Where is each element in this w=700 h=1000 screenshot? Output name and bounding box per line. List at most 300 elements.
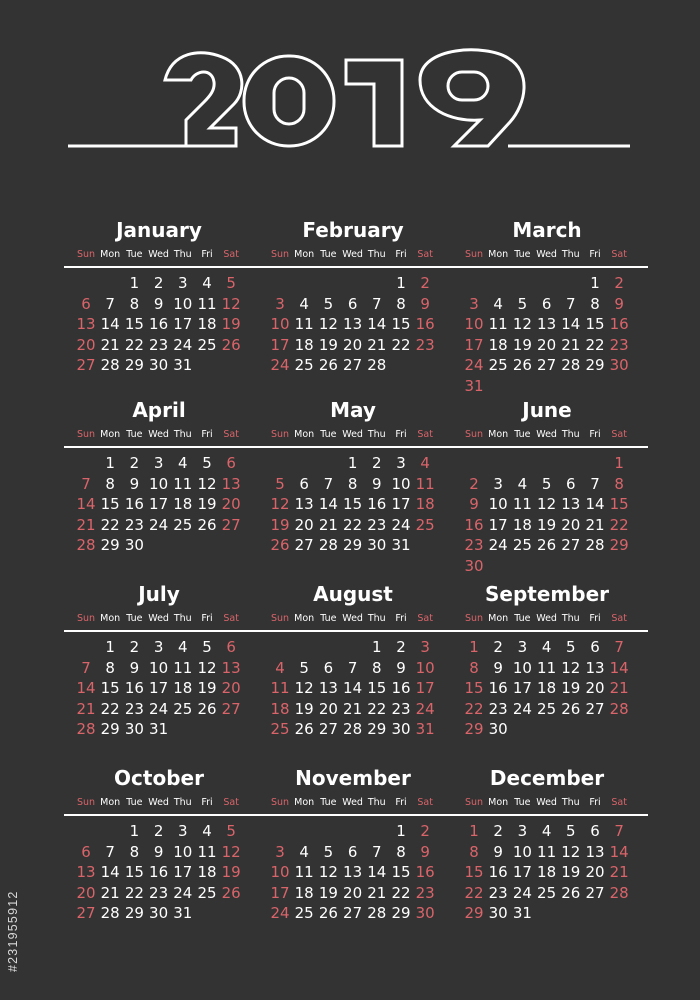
weekday-label: Mon bbox=[488, 429, 509, 440]
day-cell: 9 bbox=[153, 842, 164, 861]
weekday-label: Fri bbox=[395, 249, 407, 260]
weekday-label: Sat bbox=[611, 613, 627, 624]
day-cell: 1 bbox=[129, 822, 140, 840]
day-cell: 14 bbox=[367, 863, 387, 881]
weekday-label: Tue bbox=[514, 797, 531, 808]
day-cell: 19 bbox=[270, 515, 290, 534]
day-cell: 8 bbox=[614, 474, 624, 493]
weekday-label: Sat bbox=[223, 613, 239, 624]
day-cell: 9 bbox=[493, 842, 503, 861]
day-cell: 16 bbox=[415, 315, 435, 333]
day-cell: 31 bbox=[415, 720, 435, 738]
day-cell: 28 bbox=[318, 536, 338, 554]
day-cell: 22 bbox=[367, 699, 387, 718]
day-cell: 13 bbox=[221, 658, 241, 677]
day-cell: 27 bbox=[221, 515, 241, 534]
weekday-label: Thu bbox=[367, 249, 386, 260]
weekday-label: Mon bbox=[488, 249, 509, 260]
day-cell: 11 bbox=[415, 474, 435, 493]
day-cell: 7 bbox=[347, 658, 358, 677]
day-cell: 18 bbox=[537, 679, 557, 697]
day-cell: 19 bbox=[318, 883, 338, 902]
day-cell: 2 bbox=[129, 454, 140, 472]
day-cell: 28 bbox=[76, 720, 96, 738]
day-cell: 30 bbox=[149, 356, 169, 374]
day-cell: 30 bbox=[488, 720, 508, 738]
weekday-label: Fri bbox=[589, 613, 601, 624]
year-title-outline-lines bbox=[68, 50, 630, 146]
day-cell: 24 bbox=[488, 536, 508, 554]
day-cell: 17 bbox=[173, 863, 193, 881]
day-cell: 28 bbox=[367, 356, 387, 374]
day-cell: 4 bbox=[202, 274, 212, 292]
day-cell: 7 bbox=[590, 474, 600, 493]
day-cell: 21 bbox=[367, 883, 387, 902]
day-cell: 1 bbox=[590, 274, 600, 292]
weekday-label: Tue bbox=[514, 429, 531, 440]
day-cell: 25 bbox=[197, 335, 217, 354]
day-cell: 13 bbox=[343, 315, 363, 333]
day-cell: 19 bbox=[221, 863, 241, 881]
day-cell: 27 bbox=[221, 699, 241, 718]
weekday-label: Sat bbox=[611, 797, 627, 808]
day-cell: 4 bbox=[178, 454, 188, 472]
month-header-rule bbox=[258, 630, 454, 632]
day-cell: 11 bbox=[197, 842, 217, 861]
day-cell: 28 bbox=[100, 904, 120, 922]
day-cell: 11 bbox=[294, 315, 314, 333]
day-cell: 13 bbox=[561, 495, 581, 513]
day-cell: 27 bbox=[585, 883, 605, 902]
weekday-label: Wed bbox=[536, 613, 557, 624]
day-cell: 17 bbox=[270, 335, 290, 354]
day-cell: 26 bbox=[318, 904, 338, 922]
day-cell: 22 bbox=[464, 883, 484, 902]
day-cell: 27 bbox=[343, 904, 363, 922]
day-cell: 13 bbox=[76, 315, 96, 333]
day-cell: 15 bbox=[391, 315, 411, 333]
weekday-label: Fri bbox=[201, 429, 213, 440]
day-cell: 10 bbox=[391, 474, 411, 493]
day-cell: 28 bbox=[76, 536, 96, 554]
day-cell: 8 bbox=[469, 842, 479, 861]
day-cell: 12 bbox=[197, 474, 217, 493]
day-cell: 2 bbox=[153, 822, 164, 840]
day-cell: 8 bbox=[129, 294, 140, 313]
day-cell: 7 bbox=[105, 294, 115, 313]
day-cell: 30 bbox=[609, 356, 629, 374]
day-cell: 3 bbox=[469, 294, 479, 313]
day-cell: 22 bbox=[100, 699, 120, 718]
month-name-june: June bbox=[522, 398, 572, 422]
day-cell: 29 bbox=[367, 720, 387, 738]
day-cell: 6 bbox=[81, 842, 91, 861]
day-cell: 1 bbox=[469, 822, 479, 840]
month-name-february: February bbox=[302, 218, 404, 242]
weekday-label: Tue bbox=[126, 429, 143, 440]
weekday-label: Wed bbox=[536, 429, 557, 440]
day-cell: 14 bbox=[609, 658, 629, 677]
day-cell: 29 bbox=[124, 904, 144, 922]
day-cell: 25 bbox=[537, 883, 557, 902]
month-name-september: September bbox=[485, 582, 609, 606]
month-header-rule bbox=[64, 814, 260, 816]
month-name-august: August bbox=[313, 582, 393, 606]
weekday-label: Mon bbox=[100, 797, 121, 808]
digit-0-hole bbox=[274, 78, 304, 124]
day-cell: 29 bbox=[100, 720, 120, 738]
day-cell: 11 bbox=[173, 474, 193, 493]
day-cell: 16 bbox=[149, 863, 169, 881]
day-cell: 8 bbox=[372, 658, 382, 677]
day-cell: 23 bbox=[488, 883, 508, 902]
day-cell: 12 bbox=[537, 495, 557, 513]
weekday-label: Sat bbox=[417, 429, 433, 440]
day-cell: 5 bbox=[323, 842, 334, 861]
day-cell: 13 bbox=[221, 474, 241, 493]
day-cell: 15 bbox=[585, 315, 605, 333]
day-cell: 6 bbox=[347, 294, 358, 313]
day-cell: 9 bbox=[469, 495, 479, 513]
weekday-label: Wed bbox=[148, 797, 169, 808]
day-cell: 9 bbox=[420, 842, 430, 861]
day-cell: 29 bbox=[124, 356, 144, 374]
day-cell: 9 bbox=[396, 658, 406, 677]
day-cell: 4 bbox=[275, 658, 285, 677]
digit-2-outline bbox=[68, 53, 242, 146]
day-cell: 8 bbox=[469, 658, 479, 677]
day-cell: 5 bbox=[202, 454, 212, 472]
day-cell: 24 bbox=[270, 356, 290, 374]
day-cell: 27 bbox=[561, 536, 581, 554]
day-cell: 16 bbox=[124, 679, 144, 697]
day-cell: 16 bbox=[149, 315, 169, 333]
day-cell: 25 bbox=[512, 536, 532, 554]
day-cell: 28 bbox=[609, 883, 629, 902]
day-cell: 5 bbox=[299, 658, 309, 677]
weekday-label: Sun bbox=[464, 613, 484, 624]
day-cell: 3 bbox=[420, 638, 430, 656]
day-cell: 23 bbox=[124, 699, 144, 718]
day-cell: 5 bbox=[541, 474, 552, 493]
weekday-label: Mon bbox=[100, 249, 121, 260]
day-cell: 18 bbox=[537, 863, 557, 881]
day-cell: 18 bbox=[488, 335, 508, 354]
day-cell: 23 bbox=[149, 883, 169, 902]
day-cell: 24 bbox=[149, 515, 169, 534]
day-cell: 7 bbox=[105, 842, 115, 861]
day-cell: 6 bbox=[299, 474, 309, 493]
day-cell: 15 bbox=[391, 863, 411, 881]
day-cell: 30 bbox=[415, 904, 435, 922]
day-cell: 11 bbox=[173, 658, 193, 677]
day-cell: 12 bbox=[561, 842, 581, 861]
day-cell: 27 bbox=[76, 356, 96, 374]
weekday-label: Sat bbox=[611, 429, 627, 440]
day-cell: 20 bbox=[585, 679, 605, 697]
day-cell: 21 bbox=[367, 335, 387, 354]
day-cell: 28 bbox=[343, 720, 363, 738]
weekday-label: Sun bbox=[270, 429, 290, 440]
day-cell: 2 bbox=[420, 274, 430, 292]
weekday-label: Tue bbox=[320, 613, 337, 624]
day-cell: 6 bbox=[590, 638, 600, 656]
day-cell: 15 bbox=[124, 315, 144, 333]
weekday-label: Thu bbox=[173, 797, 192, 808]
day-cell: 5 bbox=[566, 638, 576, 656]
day-cell: 31 bbox=[173, 904, 193, 922]
weekday-label: Wed bbox=[342, 249, 363, 260]
day-cell: 6 bbox=[226, 638, 236, 656]
day-cell: 1 bbox=[105, 638, 115, 656]
day-cell: 27 bbox=[294, 536, 314, 554]
day-cell: 14 bbox=[100, 315, 120, 333]
day-cell: 19 bbox=[512, 335, 532, 354]
day-cell: 23 bbox=[124, 515, 144, 534]
weekday-label: Thu bbox=[173, 429, 192, 440]
day-cell: 1 bbox=[129, 274, 140, 292]
day-cell: 16 bbox=[367, 495, 387, 513]
weekday-label: Sun bbox=[76, 797, 96, 808]
month-header-rule bbox=[452, 814, 648, 816]
day-cell: 19 bbox=[561, 863, 581, 881]
year-title-outline bbox=[0, 0, 700, 170]
day-cell: 12 bbox=[512, 315, 532, 333]
digit-9-outline bbox=[420, 50, 524, 146]
day-cell: 19 bbox=[197, 679, 217, 697]
day-cell: 28 bbox=[367, 904, 387, 922]
month-header-rule bbox=[452, 446, 648, 448]
weekday-label: Tue bbox=[320, 797, 337, 808]
month-header-rule bbox=[64, 266, 260, 268]
day-cell: 12 bbox=[221, 842, 241, 861]
month-name-march: March bbox=[512, 218, 582, 242]
day-cell: 23 bbox=[415, 883, 435, 902]
day-cell: 3 bbox=[517, 638, 528, 656]
weekday-label: Mon bbox=[294, 797, 315, 808]
day-cell: 2 bbox=[396, 638, 406, 656]
day-cell: 2 bbox=[614, 274, 624, 292]
day-cell: 24 bbox=[270, 904, 290, 922]
side-image-id: #231955912 bbox=[6, 890, 20, 972]
day-cell: 25 bbox=[294, 356, 314, 374]
day-cell: 25 bbox=[415, 515, 435, 534]
day-cell: 13 bbox=[294, 495, 314, 513]
day-cell: 14 bbox=[318, 495, 338, 513]
weekday-label: Sun bbox=[464, 249, 484, 260]
day-cell: 25 bbox=[197, 883, 217, 902]
month-header-rule bbox=[452, 266, 648, 268]
weekday-label: Sat bbox=[611, 249, 627, 260]
month-name-december: December bbox=[489, 766, 605, 790]
day-cell: 24 bbox=[512, 883, 532, 902]
day-cell: 3 bbox=[178, 822, 188, 840]
day-cell: 21 bbox=[100, 883, 120, 902]
day-cell: 2 bbox=[493, 822, 503, 840]
day-cell: 10 bbox=[149, 474, 169, 493]
weekday-label: Fri bbox=[589, 797, 601, 808]
day-cell: 28 bbox=[609, 699, 629, 718]
weekday-label: Wed bbox=[342, 429, 363, 440]
day-cell: 27 bbox=[585, 699, 605, 718]
day-cell: 18 bbox=[197, 863, 217, 881]
day-cell: 10 bbox=[512, 658, 532, 677]
day-cell: 30 bbox=[464, 556, 484, 575]
day-cell: 10 bbox=[270, 315, 290, 333]
day-cell: 29 bbox=[464, 904, 484, 922]
day-cell: 14 bbox=[76, 495, 96, 513]
digit-9-hole bbox=[448, 72, 488, 100]
day-cell: 26 bbox=[197, 515, 217, 534]
weekday-label: Thu bbox=[561, 429, 580, 440]
weekday-label: Sat bbox=[417, 797, 433, 808]
day-cell: 6 bbox=[541, 294, 552, 313]
day-cell: 10 bbox=[149, 658, 169, 677]
weekday-label: Tue bbox=[320, 249, 337, 260]
day-cell: 9 bbox=[420, 294, 430, 313]
weekday-label: Wed bbox=[148, 429, 169, 440]
day-cell: 10 bbox=[270, 863, 290, 881]
day-cell: 5 bbox=[566, 822, 576, 840]
day-cell: 16 bbox=[464, 515, 484, 534]
day-cell: 16 bbox=[391, 679, 411, 697]
day-cell: 1 bbox=[614, 454, 624, 472]
day-cell: 25 bbox=[294, 904, 314, 922]
day-cell: 11 bbox=[512, 495, 532, 513]
day-cell: 23 bbox=[464, 536, 484, 554]
weekday-label: Sat bbox=[223, 429, 239, 440]
day-cell: 4 bbox=[202, 822, 212, 840]
weekday-label: Sun bbox=[270, 613, 290, 624]
day-cell: 2 bbox=[420, 822, 430, 840]
day-cell: 2 bbox=[372, 454, 382, 472]
month-name-july: July bbox=[138, 582, 180, 606]
day-cell: 30 bbox=[124, 720, 144, 738]
day-cell: 28 bbox=[561, 356, 581, 374]
weekday-label: Sun bbox=[76, 249, 96, 260]
month-name-april: April bbox=[132, 398, 186, 422]
day-cell: 22 bbox=[585, 335, 605, 354]
day-cell: 16 bbox=[415, 863, 435, 881]
weekday-label: Wed bbox=[536, 249, 557, 260]
day-cell: 2 bbox=[493, 638, 503, 656]
day-cell: 14 bbox=[367, 315, 387, 333]
day-cell: 24 bbox=[149, 699, 169, 718]
day-cell: 3 bbox=[396, 454, 406, 472]
day-cell: 23 bbox=[488, 699, 508, 718]
day-cell: 7 bbox=[614, 822, 624, 840]
day-cell: 21 bbox=[100, 335, 120, 354]
day-cell: 17 bbox=[415, 679, 435, 697]
weekday-label: Sun bbox=[270, 797, 290, 808]
day-cell: 6 bbox=[347, 842, 358, 861]
day-cell: 4 bbox=[541, 822, 552, 840]
weekday-label: Mon bbox=[294, 613, 315, 624]
weekday-label: Tue bbox=[320, 429, 337, 440]
month-name-may: May bbox=[330, 398, 376, 422]
day-cell: 7 bbox=[372, 294, 382, 313]
day-cell: 14 bbox=[76, 679, 96, 697]
day-cell: 22 bbox=[464, 699, 484, 718]
day-cell: 16 bbox=[609, 315, 629, 333]
day-cell: 8 bbox=[347, 474, 358, 493]
day-cell: 9 bbox=[129, 474, 140, 493]
day-cell: 28 bbox=[100, 356, 120, 374]
day-cell: 29 bbox=[609, 536, 629, 554]
day-cell: 17 bbox=[464, 335, 484, 354]
day-cell: 21 bbox=[609, 863, 629, 881]
day-cell: 21 bbox=[561, 335, 581, 354]
day-cell: 11 bbox=[537, 658, 557, 677]
day-cell: 26 bbox=[197, 699, 217, 718]
day-cell: 31 bbox=[149, 720, 169, 738]
month-header-rule bbox=[258, 814, 454, 816]
digit-0-outline bbox=[244, 56, 334, 146]
day-cell: 21 bbox=[76, 699, 96, 718]
day-cell: 22 bbox=[100, 515, 120, 534]
day-cell: 17 bbox=[488, 515, 508, 534]
day-cell: 3 bbox=[275, 842, 285, 861]
day-cell: 10 bbox=[415, 658, 435, 677]
day-cell: 8 bbox=[105, 658, 115, 677]
weekday-label: Tue bbox=[126, 797, 143, 808]
day-cell: 10 bbox=[512, 842, 532, 861]
day-cell: 14 bbox=[100, 863, 120, 881]
day-cell: 25 bbox=[173, 515, 193, 534]
day-cell: 17 bbox=[149, 679, 169, 697]
day-cell: 4 bbox=[420, 454, 430, 472]
weekday-label: Fri bbox=[395, 429, 407, 440]
day-cell: 17 bbox=[270, 883, 290, 902]
weekday-label: Fri bbox=[395, 797, 407, 808]
day-cell: 13 bbox=[343, 863, 363, 881]
weekday-label: Mon bbox=[100, 613, 121, 624]
day-cell: 22 bbox=[609, 515, 629, 534]
day-cell: 26 bbox=[221, 883, 241, 902]
day-cell: 12 bbox=[561, 658, 581, 677]
day-cell: 8 bbox=[396, 294, 406, 313]
day-cell: 7 bbox=[614, 638, 624, 656]
day-cell: 15 bbox=[100, 495, 120, 513]
day-cell: 13 bbox=[76, 863, 96, 881]
weekday-label: Wed bbox=[148, 613, 169, 624]
weekday-label: Thu bbox=[561, 797, 580, 808]
weekday-label: Tue bbox=[126, 613, 143, 624]
day-cell: 20 bbox=[221, 679, 241, 697]
day-cell: 19 bbox=[318, 335, 338, 354]
day-cell: 11 bbox=[197, 294, 217, 313]
day-cell: 20 bbox=[537, 335, 557, 354]
day-cell: 23 bbox=[415, 335, 435, 354]
day-cell: 21 bbox=[76, 515, 96, 534]
day-cell: 24 bbox=[415, 699, 435, 718]
day-cell: 19 bbox=[294, 699, 314, 718]
day-cell: 1 bbox=[396, 822, 406, 840]
day-cell: 3 bbox=[178, 274, 188, 292]
day-cell: 6 bbox=[323, 658, 334, 677]
day-cell: 5 bbox=[275, 474, 285, 493]
day-cell: 14 bbox=[585, 495, 605, 513]
weekday-label: Fri bbox=[201, 249, 213, 260]
day-cell: 26 bbox=[270, 536, 290, 554]
day-cell: 16 bbox=[488, 863, 508, 881]
day-cell: 10 bbox=[488, 495, 508, 513]
day-cell: 31 bbox=[391, 536, 411, 554]
day-cell: 7 bbox=[81, 474, 91, 493]
day-cell: 30 bbox=[124, 536, 144, 554]
weekday-label: Sun bbox=[76, 613, 96, 624]
day-cell: 19 bbox=[537, 515, 557, 534]
